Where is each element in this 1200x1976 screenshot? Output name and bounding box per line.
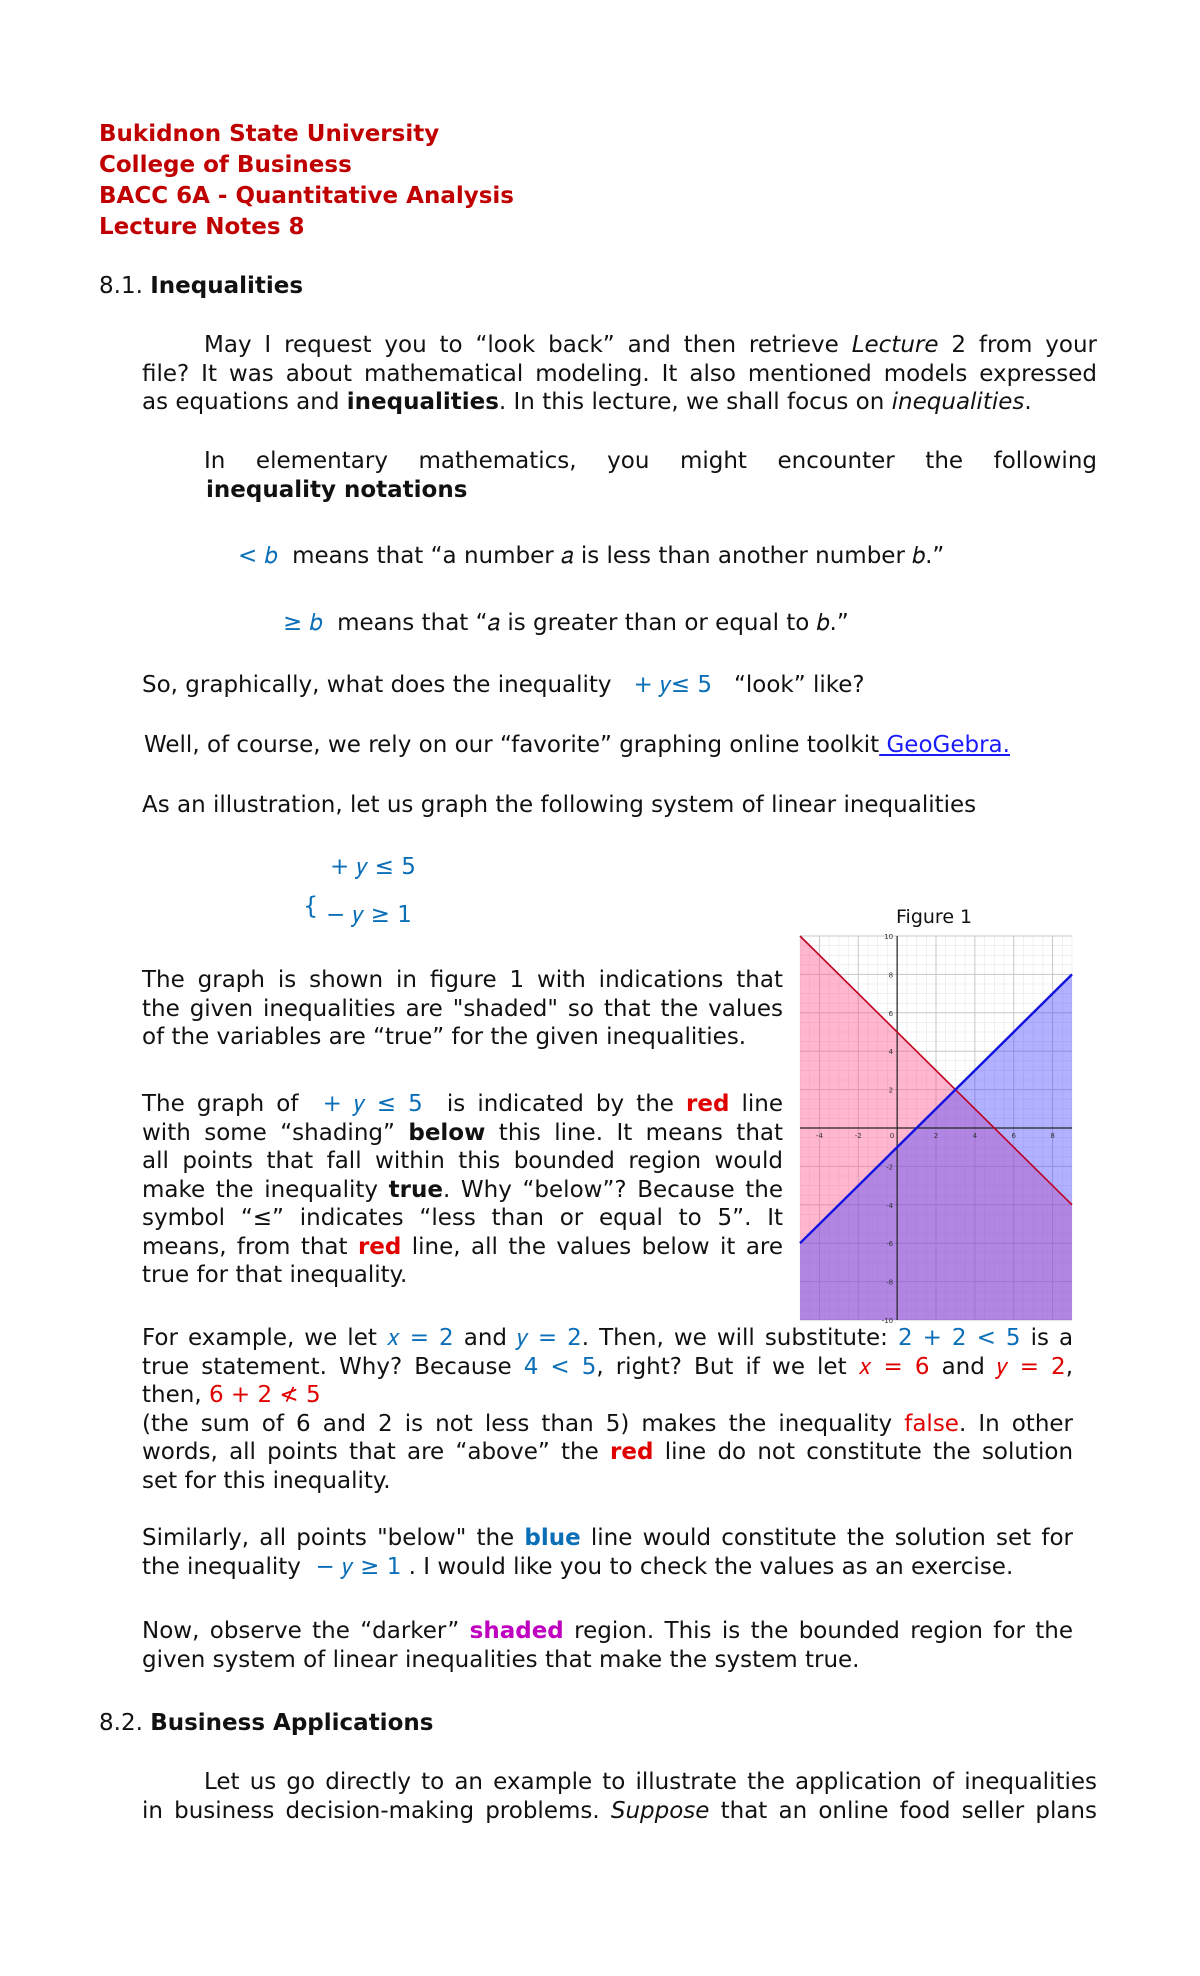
less-than-expression: < 𝑏: [238, 543, 278, 569]
figure-caption: Figure 1: [896, 906, 973, 928]
y-tick-label: 2: [888, 1086, 894, 1095]
inequality-graph: [800, 933, 1072, 1325]
course-title: BACC 6A - Quantitative Analysis: [99, 183, 514, 209]
intro-paragraph: May I request you to “look back” and then retrieve Lecture 2 from your file? It was about mathematical modeling. It also mentioned models expressed as equations and inequalities. In this lecture, we shall focus on inequalities.: [142, 332, 1097, 415]
section-heading-8-2: 8.2. Business Applications: [99, 1710, 434, 1736]
x-tick-label: 2: [933, 1132, 939, 1140]
y-tick-label: 10: [884, 933, 894, 941]
business-paragraph: Let us go directly to an example to illustrate the application of inequalities in business decision-making problems. Suppose that an online food seller plans: [142, 1769, 1097, 1824]
geogebra-link[interactable]: GeoGebra.: [879, 732, 1010, 758]
x-tick-label: -2: [854, 1132, 862, 1140]
x-tick-label: 8: [1050, 1132, 1055, 1140]
section-heading-8-1: 8.1. Inequalities: [99, 273, 304, 299]
illustration-line: As an illustration, let us graph the following system of linear inequalities: [142, 792, 977, 818]
x-tick-label: 6: [1011, 1132, 1016, 1140]
section-title: Business Applications: [150, 1710, 434, 1736]
greater-equal-expression: ≥ 𝑏: [283, 610, 323, 636]
x-tick-label: 4: [972, 1132, 978, 1140]
y-tick-label: 4: [888, 1048, 894, 1057]
y-tick-label: 8: [888, 971, 894, 980]
y-tick-label: -10: [881, 1317, 894, 1325]
geogebra-line: Well, of course, we rely on our “favorite” graphing online toolkit GeoGebra.: [144, 732, 1010, 758]
college-name: College of Business: [99, 152, 352, 178]
system-equation-2: − 𝑦 ≥ 1: [326, 902, 412, 928]
origin-label: 0: [889, 1132, 895, 1140]
lecture-title: Lecture Notes 8: [99, 214, 305, 240]
y-tick-label: -8: [886, 1278, 894, 1287]
graph-question: So, graphically, what does the inequality + 𝑦≤ 5 “look” like?: [142, 672, 865, 698]
example-paragraph: For example, we let 𝑥 = 2 and 𝑦 = 2. Then, we will substitute: 2 + 2 < 5 is a true statement. Why? Because 4 < 5, right? But if we let 𝑥 = 6 and 𝑦 = 2, then, 6 + 2 ≮ 5 (the sum of 6 and 2 is not less than 5) makes the inequality false. In other words, all points that are “above” the red line do not constitute the solution set for this inequality.: [142, 1325, 1074, 1494]
notation-paragraph: In elementary mathematics, you might encounter the following inequality notations: [204, 448, 1097, 503]
less-than-notation: < 𝑏 means that “a number 𝑎 is less than another number 𝑏.”: [238, 543, 945, 569]
system-brace: {: [303, 892, 319, 920]
y-tick-label: -2: [886, 1163, 894, 1172]
section-title: Inequalities: [150, 273, 304, 299]
shaded-region-paragraph: Now, observe the “darker” shaded region. This is the bounded region for the given system of linear inequalities that make the system true.: [142, 1618, 1074, 1673]
greater-equal-notation: ≥ 𝑏 means that “𝑎 is greater than or equal to 𝑏.”: [283, 610, 849, 636]
x-tick-label: -4: [815, 1132, 823, 1140]
graph-shown-paragraph: The graph is shown in figure 1 with indications that the given inequalities are "shaded" so that the values of the variables are “true” for the given inequalities.: [142, 967, 783, 1050]
system-equation-1: + 𝑦 ≤ 5: [330, 854, 416, 880]
y-tick-label: -4: [886, 1201, 894, 1210]
red-line-paragraph: The graph of + 𝑦 ≤ 5 is indicated by the red line with some “shading” below this line. It means that all points that fall within this bounded region would make the inequality true. Why “below”? Because the symbol “≤” indicates “less than or equal to 5”. It means, from that red line, all the values below it are true for that inequality.: [142, 1091, 784, 1288]
blue-line-paragraph: Similarly, all points "below" the blue line would constitute the solution set for the inequality − 𝑦 ≥ 1 . I would like you to check the values as an exercise.: [142, 1525, 1073, 1580]
university-name: Bukidnon State University: [99, 121, 440, 147]
header: [99, 119, 514, 243]
y-tick-label: -6: [886, 1240, 894, 1249]
y-tick-label: 6: [888, 1009, 894, 1018]
